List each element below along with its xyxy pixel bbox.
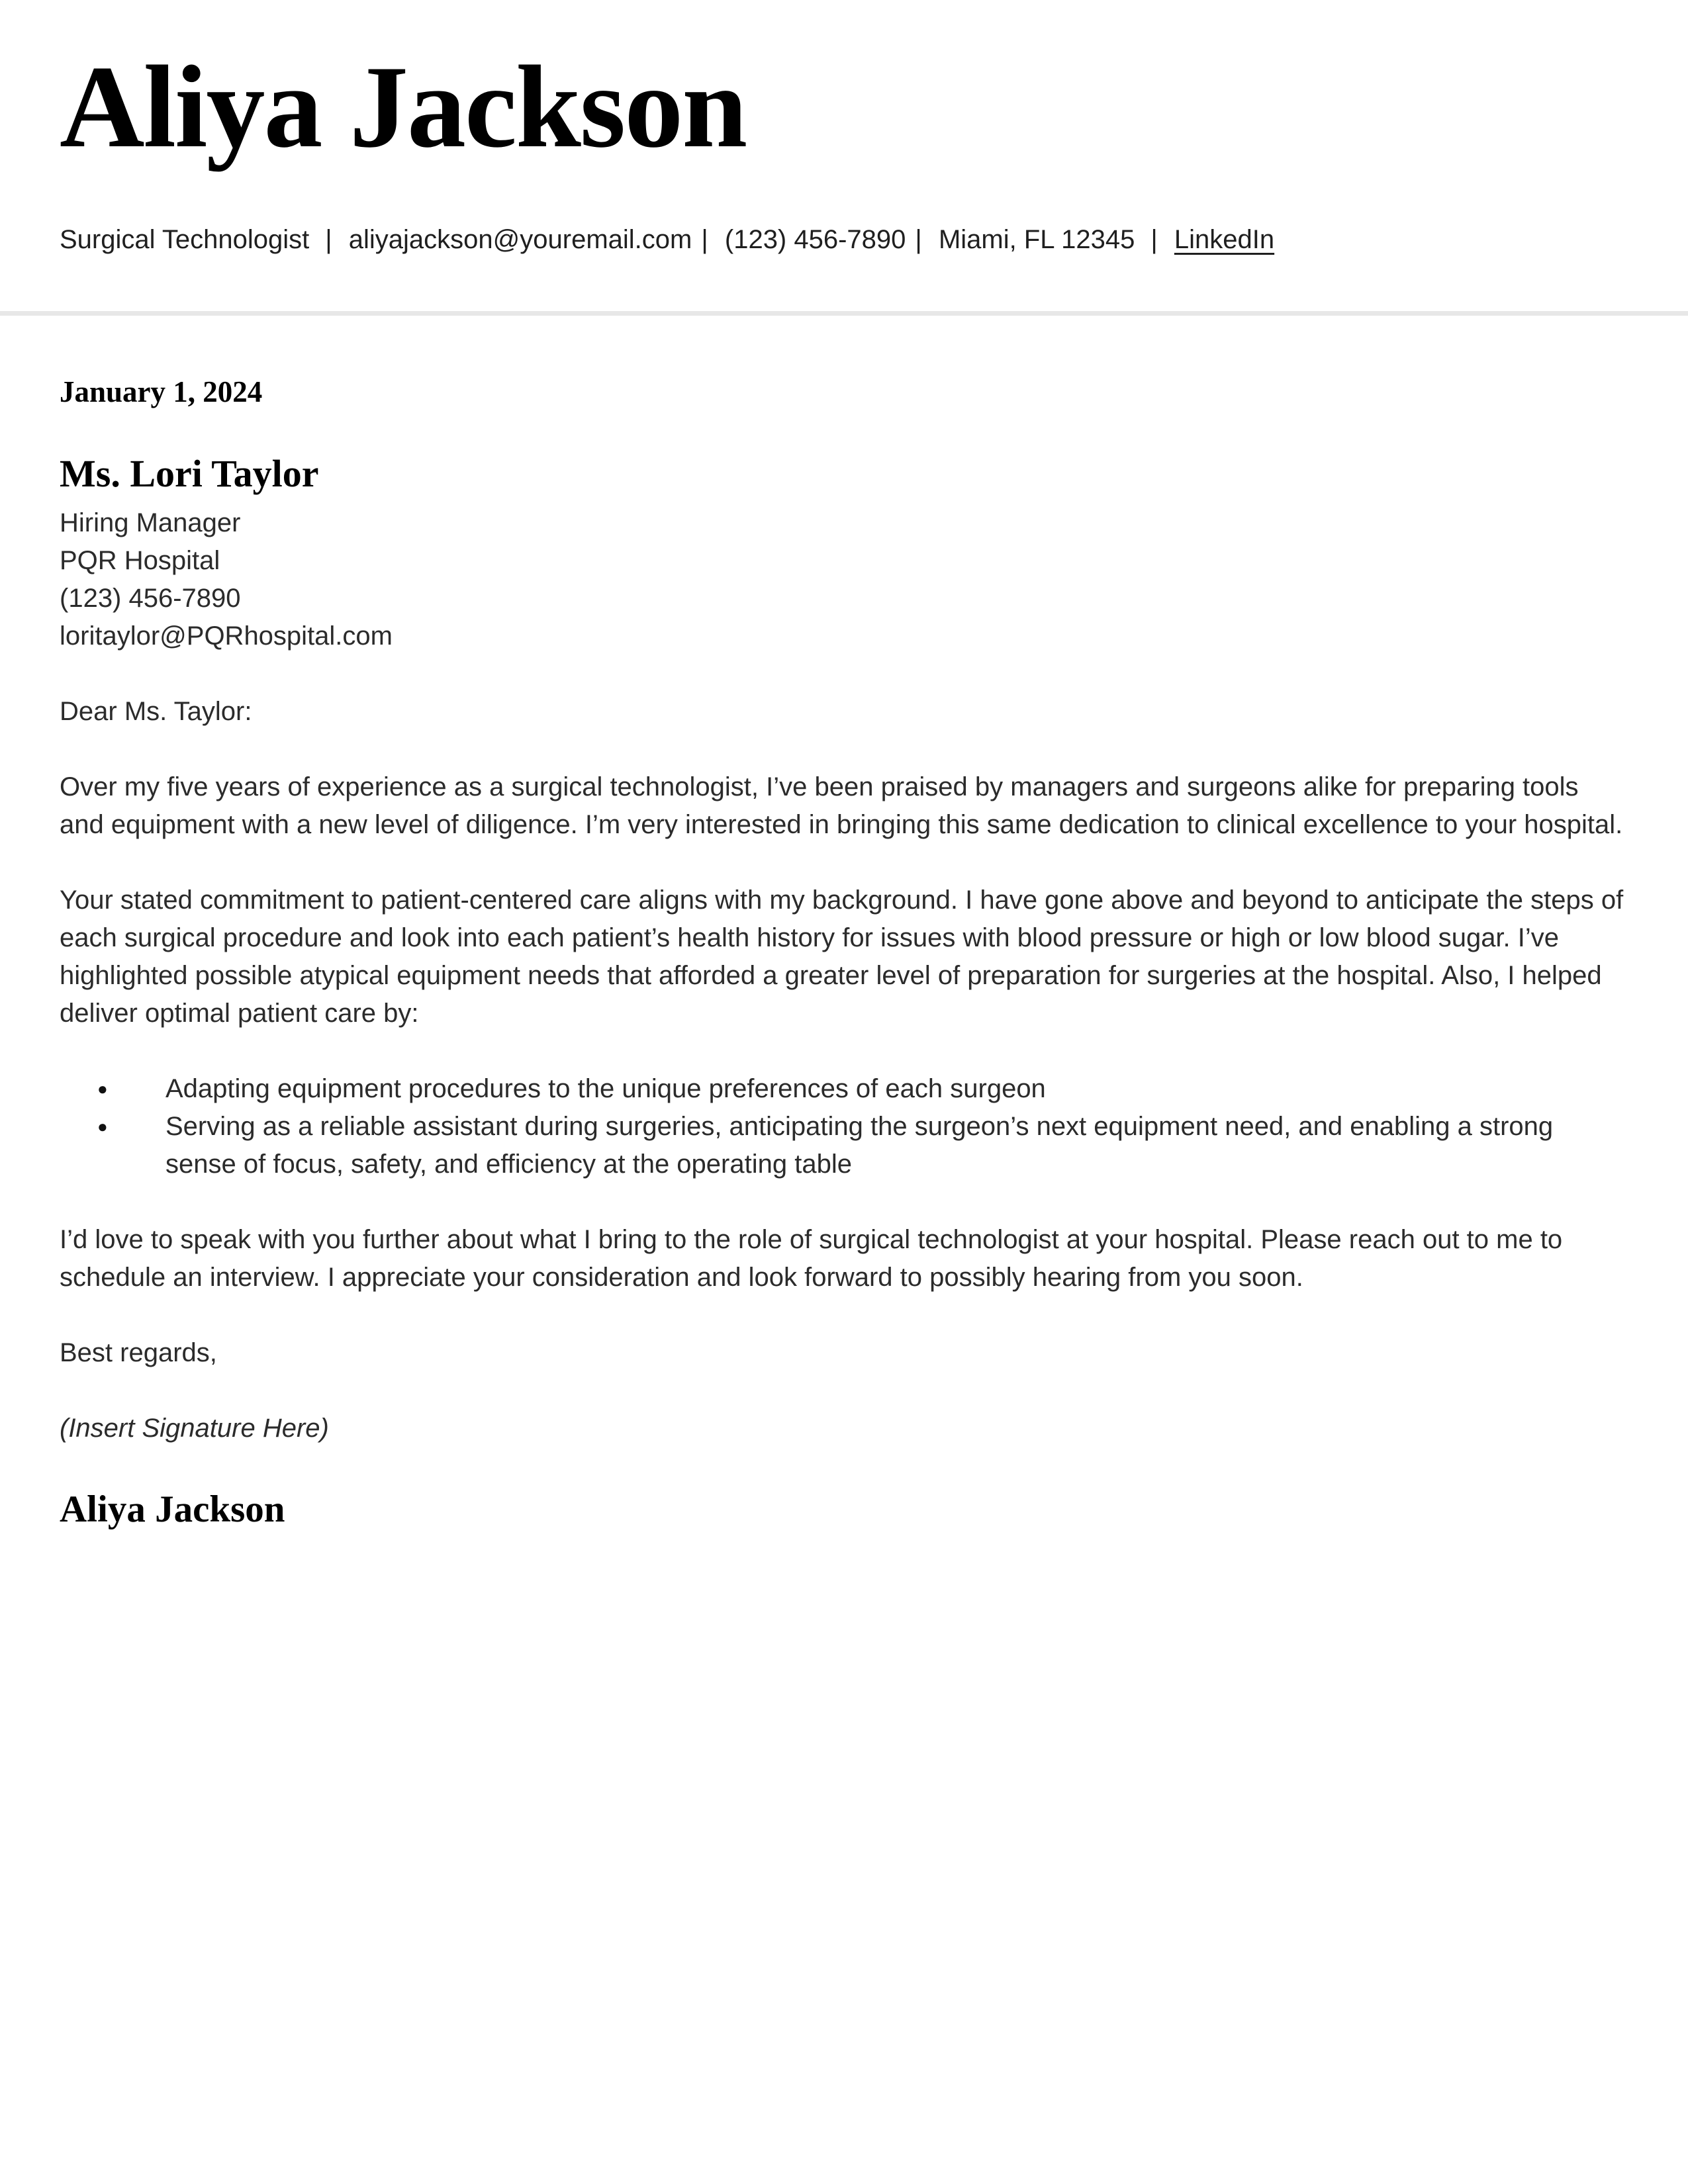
contact-line — [60, 224, 1628, 255]
contact-location: Miami, FL 12345 — [938, 225, 1135, 254]
recipient-company: PQR Hospital — [60, 545, 220, 575]
contact-separator: | — [701, 225, 708, 254]
recipient-title: Hiring Manager — [60, 508, 241, 537]
body-paragraph: Your stated commitment to patient-centered care aligns with my background. I have gone above and beyond to anticipate the steps of each surgical procedure and look into each patient’s health history for issues with blood pressure or high or low blood sugar. I’ve highlighted possible atypical equipment needs that afforded a greater level of preparation for surgeries at the hospital. Also, I helped deliver optimal patient care by: — [60, 885, 1624, 1028]
recipient-block — [60, 504, 1628, 655]
bullet-item: ● Adapting equipment procedures to the unique preferences of each surgeon — [165, 1070, 1628, 1108]
bullet-list — [60, 1070, 1628, 1183]
letter-body — [0, 316, 1688, 1532]
contact-separator: | — [1150, 225, 1158, 254]
contact-role: Surgical Technologist — [60, 225, 310, 254]
recipient-email: loritaylor@PQRhospital.com — [60, 621, 393, 651]
header-divider — [0, 311, 1688, 316]
contact-separator: | — [325, 225, 332, 254]
bullet-item: ● Serving as a reliable assistant during surgeries, anticipating the surgeon’s next equipment need, and enabling a strong sense of focus, safety, and efficiency at the operating table — [165, 1108, 1628, 1183]
signature-name: Aliya Jackson — [60, 1488, 285, 1530]
body-paragraph: Over my five years of experience as a surgical technologist, I’ve been praised by managers and surgeons alike for preparing tools and equipment with a new level of diligence. I’m very interested in bringing this same dedication to clinical excellence to your hospital. — [60, 772, 1623, 839]
contact-phone: (123) 456-7890 — [724, 225, 906, 254]
recipient-phone: (123) 456-7890 — [60, 583, 241, 613]
closing-paragraph: I’d love to speak with you further about what I bring to the role of surgical technologist at your hospital. Please reach out to me to schedule an interview. I appreciate your consideration and look forward to possibly hearing from you soon. — [60, 1224, 1563, 1292]
linkedin-link[interactable]: LinkedIn — [1174, 225, 1275, 254]
recipient-name: Ms. Lori Taylor — [60, 452, 319, 495]
signature-placeholder: (Insert Signature Here) — [60, 1413, 329, 1443]
page-title: Aliya Jackson — [60, 41, 747, 172]
contact-email: aliyajackson@youremail.com — [348, 225, 692, 254]
contact-separator: | — [915, 225, 922, 254]
letter-header — [0, 0, 1688, 255]
valediction: Best regards, — [60, 1338, 217, 1367]
letter-date: January 1, 2024 — [60, 375, 263, 408]
salutation: Dear Ms. Taylor: — [60, 696, 252, 726]
